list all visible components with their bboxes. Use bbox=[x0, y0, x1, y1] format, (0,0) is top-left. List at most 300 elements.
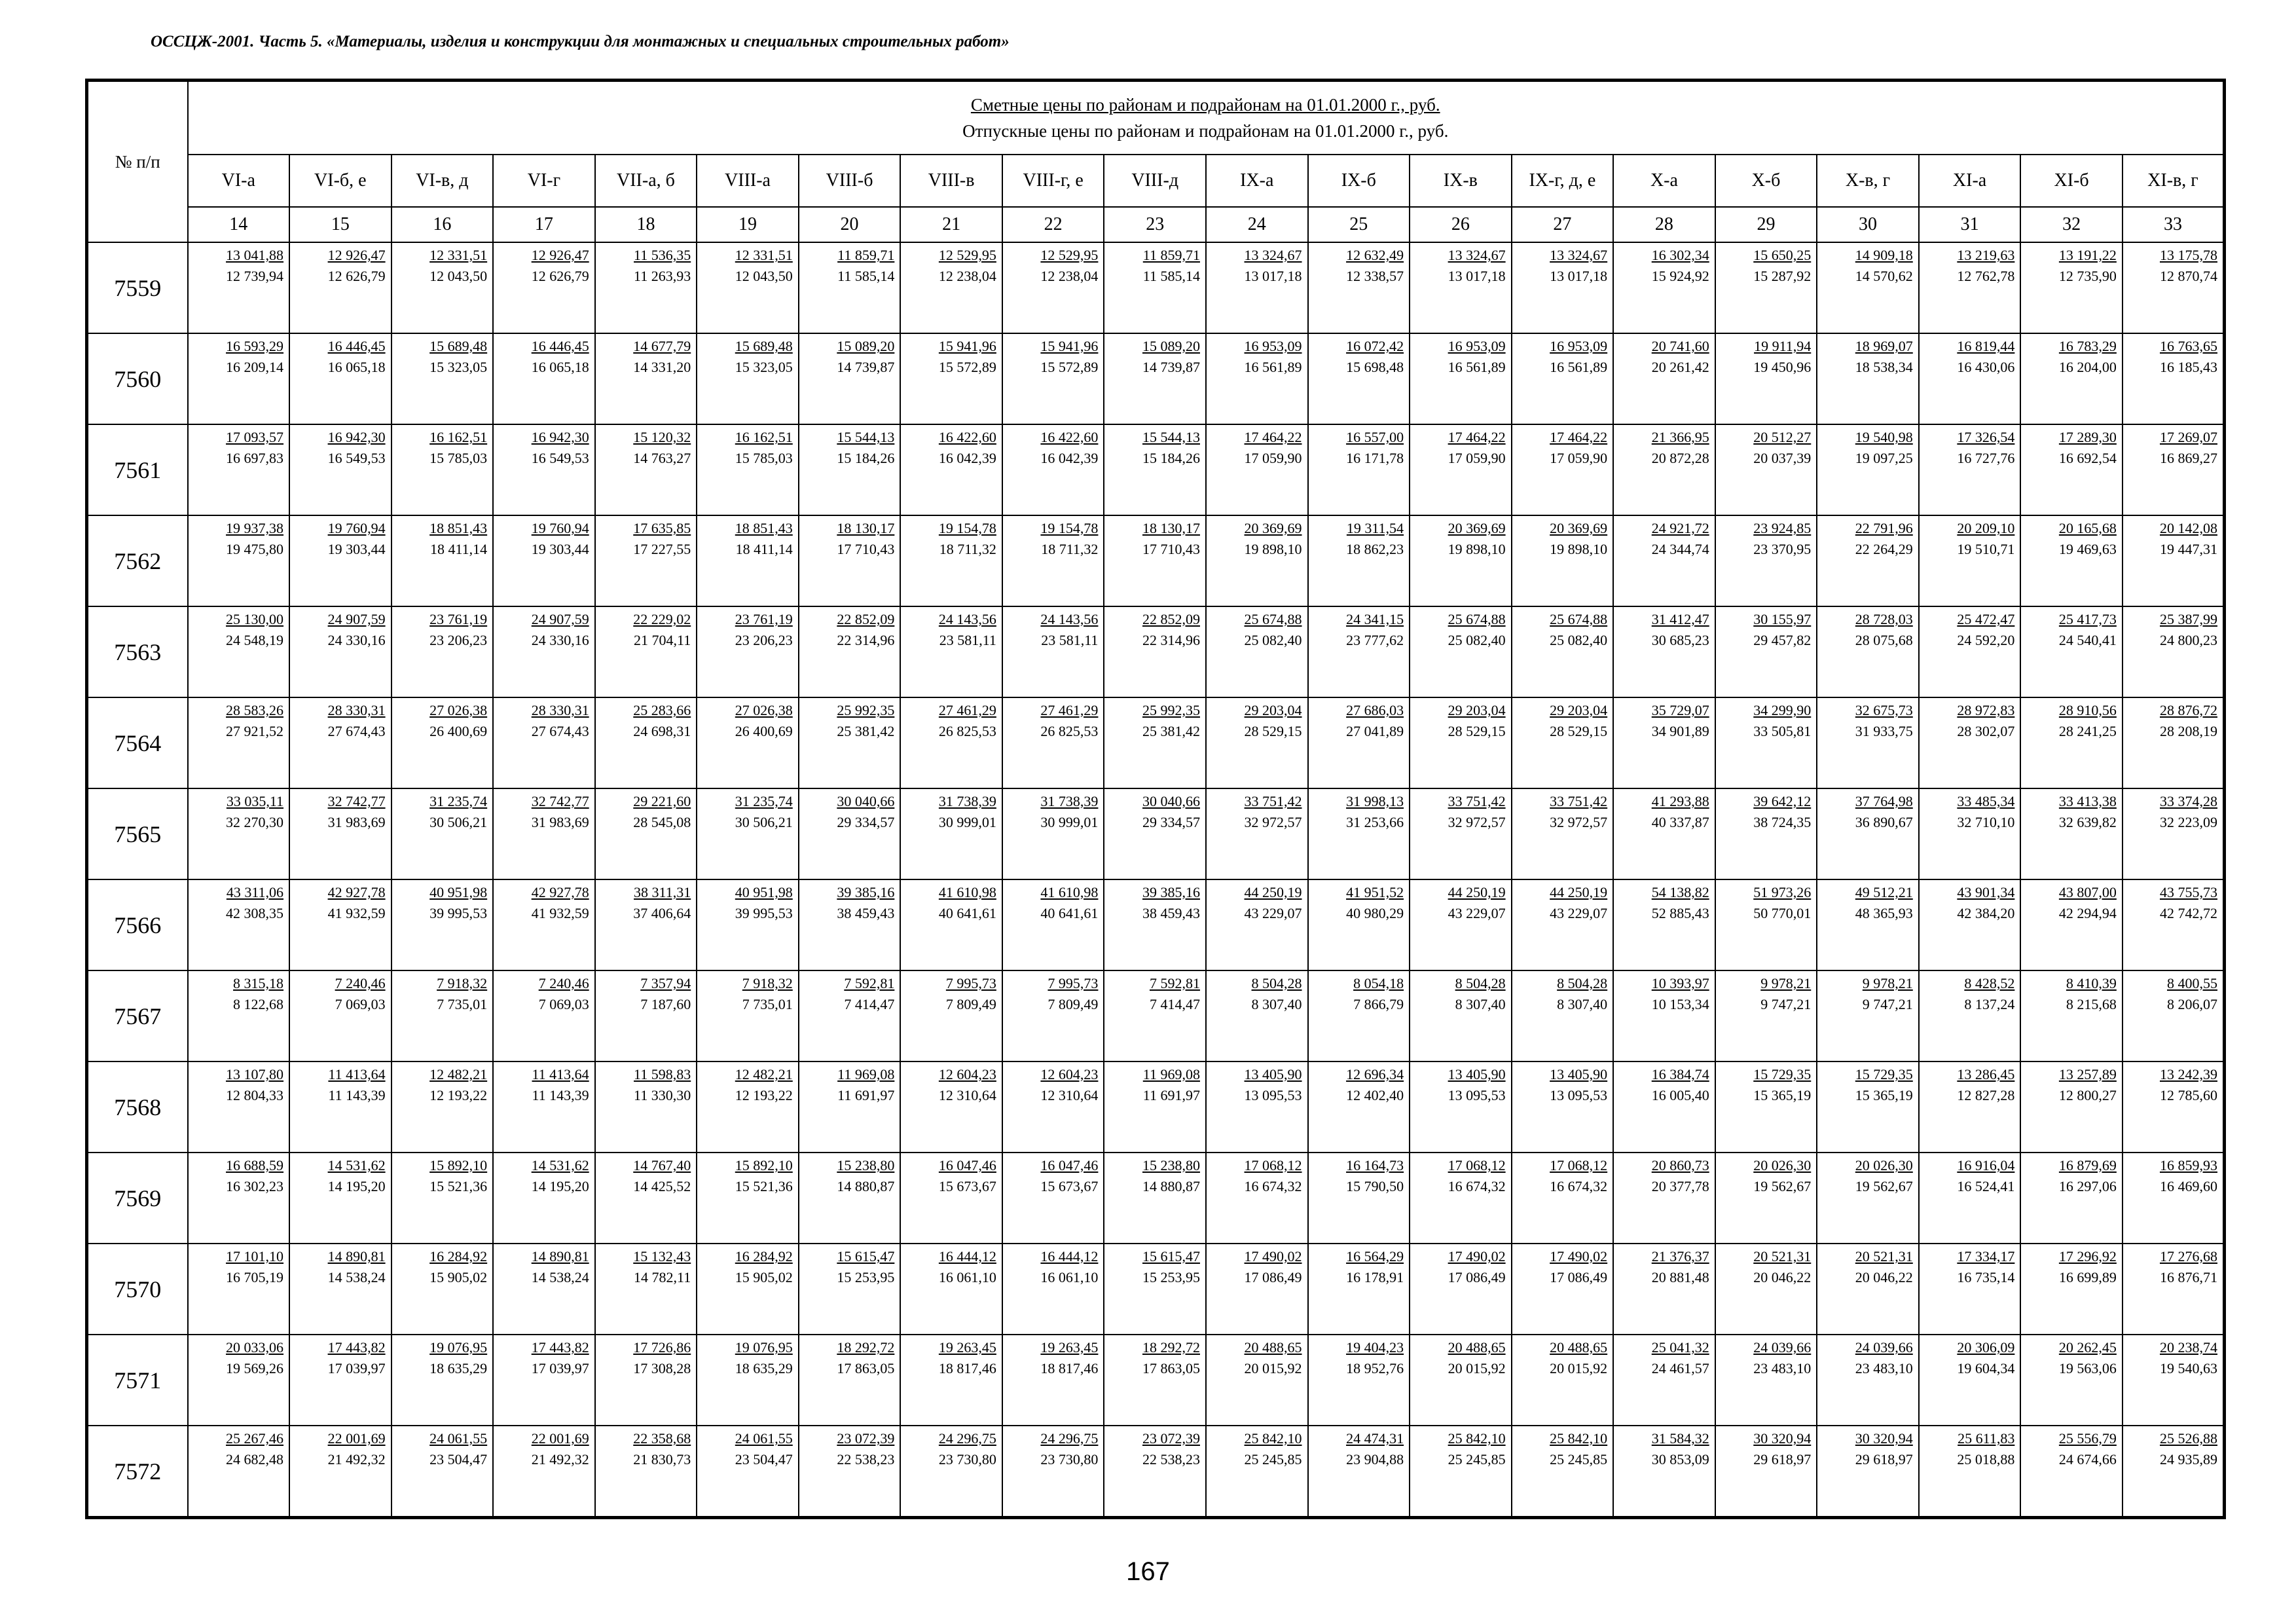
estimate-price: 19 937,38 bbox=[226, 520, 284, 536]
release-price: 14 195,20 bbox=[531, 1178, 589, 1194]
release-price: 32 270,30 bbox=[226, 814, 284, 830]
estimate-price: 20 026,30 bbox=[1753, 1157, 1812, 1173]
release-price: 19 562,67 bbox=[1753, 1178, 1812, 1194]
release-price: 32 972,57 bbox=[1448, 814, 1506, 830]
estimate-price: 30 155,97 bbox=[1753, 611, 1812, 627]
release-price: 20 046,22 bbox=[1753, 1269, 1812, 1285]
release-price: 22 314,96 bbox=[1142, 632, 1200, 648]
price-cell bbox=[1206, 515, 1308, 606]
estimate-price: 13 324,67 bbox=[1448, 247, 1506, 263]
release-price: 16 727,76 bbox=[1957, 450, 2015, 466]
estimate-price: 12 529,95 bbox=[938, 247, 996, 263]
price-cell bbox=[1206, 242, 1308, 333]
estimate-price: 15 238,80 bbox=[1142, 1157, 1200, 1173]
price-cell bbox=[2123, 697, 2225, 788]
release-price: 27 674,43 bbox=[531, 723, 589, 739]
price-cell bbox=[1613, 333, 1715, 424]
release-price: 15 287,92 bbox=[1753, 268, 1812, 284]
column-number: 15 bbox=[289, 207, 392, 242]
release-price: 14 739,87 bbox=[837, 359, 895, 375]
price-cell bbox=[1512, 1061, 1614, 1153]
price-cell bbox=[1410, 697, 1512, 788]
price-cell bbox=[900, 333, 1002, 424]
estimate-price: 18 851,43 bbox=[429, 520, 488, 536]
estimate-price: 44 250,19 bbox=[1550, 884, 1608, 900]
release-price: 28 529,15 bbox=[1550, 723, 1608, 739]
price-cell bbox=[1613, 788, 1715, 879]
release-price: 13 017,18 bbox=[1244, 268, 1302, 284]
price-cell bbox=[392, 606, 494, 697]
estimate-price: 19 404,23 bbox=[1346, 1339, 1404, 1356]
price-cell bbox=[1308, 697, 1410, 788]
estimate-price: 40 951,98 bbox=[429, 884, 488, 900]
price-cell bbox=[493, 515, 595, 606]
estimate-price: 8 504,28 bbox=[1557, 975, 1608, 991]
estimate-price: 16 557,00 bbox=[1346, 429, 1404, 445]
release-price: 7 414,47 bbox=[844, 996, 895, 1012]
price-cell bbox=[2020, 1244, 2123, 1335]
estimate-price: 54 138,82 bbox=[1651, 884, 1709, 900]
release-price: 15 785,03 bbox=[735, 450, 793, 466]
price-cell bbox=[289, 1061, 392, 1153]
estimate-price: 31 738,39 bbox=[938, 793, 996, 809]
release-price: 25 082,40 bbox=[1448, 632, 1506, 648]
price-cell bbox=[1002, 1244, 1104, 1335]
region-header: VIII-г, е bbox=[1002, 155, 1104, 207]
estimate-price: 14 909,18 bbox=[1855, 247, 1913, 263]
price-cell bbox=[697, 1335, 799, 1426]
release-price: 19 898,10 bbox=[1550, 541, 1608, 557]
price-cell bbox=[1410, 970, 1512, 1061]
estimate-price: 12 331,51 bbox=[429, 247, 488, 263]
release-price: 42 384,20 bbox=[1957, 905, 2015, 921]
estimate-price: 9 978,21 bbox=[1760, 975, 1812, 991]
price-cell bbox=[900, 1335, 1002, 1426]
price-cell bbox=[697, 1153, 799, 1244]
region-header: XI-б bbox=[2020, 155, 2123, 207]
price-cell bbox=[1715, 788, 1817, 879]
release-price: 7 809,49 bbox=[945, 996, 996, 1012]
price-cell bbox=[188, 242, 290, 333]
price-cell bbox=[289, 1153, 392, 1244]
estimate-price: 17 101,10 bbox=[226, 1248, 284, 1264]
estimate-price: 41 293,88 bbox=[1651, 793, 1709, 809]
table-row bbox=[87, 1244, 2225, 1335]
row-number: 7571 bbox=[87, 1335, 188, 1426]
estimate-price: 17 296,92 bbox=[2058, 1248, 2117, 1264]
price-cell bbox=[1410, 1426, 1512, 1518]
price-cell bbox=[2020, 1061, 2123, 1153]
release-price: 31 983,69 bbox=[531, 814, 589, 830]
release-price: 31 983,69 bbox=[327, 814, 386, 830]
price-cell bbox=[188, 1061, 290, 1153]
release-price: 16 561,89 bbox=[1244, 359, 1302, 375]
release-price: 17 710,43 bbox=[837, 541, 895, 557]
release-price: 13 095,53 bbox=[1244, 1087, 1302, 1103]
price-cell bbox=[1613, 1335, 1715, 1426]
release-price: 31 933,75 bbox=[1855, 723, 1913, 739]
release-price: 12 739,94 bbox=[226, 268, 284, 284]
column-number: 29 bbox=[1715, 207, 1817, 242]
estimate-price: 16 446,45 bbox=[531, 338, 589, 354]
price-cell bbox=[2123, 515, 2225, 606]
estimate-price: 16 942,30 bbox=[531, 429, 589, 445]
price-cell bbox=[1104, 242, 1206, 333]
estimate-price: 17 334,17 bbox=[1957, 1248, 2015, 1264]
release-price: 30 999,01 bbox=[938, 814, 996, 830]
price-cell bbox=[1410, 242, 1512, 333]
estimate-price: 16 859,93 bbox=[2160, 1157, 2217, 1173]
estimate-price: 51 973,26 bbox=[1753, 884, 1812, 900]
price-cell bbox=[595, 1335, 697, 1426]
release-price: 16 469,60 bbox=[2160, 1178, 2217, 1194]
region-header: VIII-в bbox=[900, 155, 1002, 207]
price-cell bbox=[1817, 1426, 1919, 1518]
estimate-price: 10 393,97 bbox=[1651, 975, 1709, 991]
price-cell bbox=[1613, 1244, 1715, 1335]
price-cell bbox=[2020, 697, 2123, 788]
estimate-price: 15 544,13 bbox=[1142, 429, 1200, 445]
price-cell bbox=[900, 879, 1002, 970]
release-price: 23 483,10 bbox=[1753, 1360, 1812, 1376]
release-price: 18 635,29 bbox=[429, 1360, 488, 1376]
release-price: 21 704,11 bbox=[634, 632, 691, 648]
estimate-price: 7 240,46 bbox=[538, 975, 589, 991]
price-cell bbox=[1613, 242, 1715, 333]
estimate-price: 20 262,45 bbox=[2058, 1339, 2117, 1356]
estimate-price: 17 068,12 bbox=[1448, 1157, 1506, 1173]
estimate-price: 25 041,32 bbox=[1651, 1339, 1709, 1356]
estimate-price: 16 953,09 bbox=[1448, 338, 1506, 354]
estimate-price: 15 689,48 bbox=[735, 338, 793, 354]
table-row bbox=[87, 242, 2225, 333]
price-cell bbox=[1002, 606, 1104, 697]
release-price: 17 059,90 bbox=[1244, 450, 1302, 466]
price-cell bbox=[1410, 606, 1512, 697]
estimate-price: 7 592,81 bbox=[1149, 975, 1200, 991]
row-number: 7572 bbox=[87, 1426, 188, 1518]
estimate-price: 18 130,17 bbox=[837, 520, 895, 536]
release-price: 23 904,88 bbox=[1346, 1451, 1404, 1467]
estimate-price: 25 472,47 bbox=[1957, 611, 2015, 627]
estimate-price: 43 901,34 bbox=[1957, 884, 2015, 900]
price-cell bbox=[1512, 242, 1614, 333]
price-cell bbox=[799, 697, 901, 788]
price-cell bbox=[1002, 1426, 1104, 1518]
estimate-price: 14 890,81 bbox=[531, 1248, 589, 1264]
price-cell bbox=[188, 1244, 290, 1335]
release-price: 17 059,90 bbox=[1550, 450, 1608, 466]
release-price: 21 830,73 bbox=[633, 1451, 691, 1467]
estimate-price: 7 995,73 bbox=[945, 975, 996, 991]
estimate-price: 19 263,45 bbox=[938, 1339, 996, 1356]
estimate-price: 16 047,46 bbox=[938, 1157, 996, 1173]
estimate-price: 16 284,92 bbox=[429, 1248, 488, 1264]
estimate-price: 20 488,65 bbox=[1448, 1339, 1506, 1356]
estimate-price: 18 969,07 bbox=[1855, 338, 1913, 354]
price-cell bbox=[1919, 788, 2021, 879]
estimate-price: 25 417,73 bbox=[2058, 611, 2117, 627]
price-cell bbox=[900, 1426, 1002, 1518]
release-price: 19 562,67 bbox=[1855, 1178, 1913, 1194]
price-cell bbox=[1512, 424, 1614, 515]
estimate-price: 13 191,22 bbox=[2058, 247, 2117, 263]
estimate-price: 13 286,45 bbox=[1957, 1066, 2015, 1082]
estimate-price: 12 926,47 bbox=[327, 247, 386, 263]
price-cell bbox=[1002, 697, 1104, 788]
price-cell bbox=[1104, 1244, 1206, 1335]
estimate-price: 24 039,66 bbox=[1855, 1339, 1913, 1356]
estimate-price: 17 276,68 bbox=[2160, 1248, 2217, 1264]
estimate-price: 12 604,23 bbox=[938, 1066, 996, 1082]
release-price: 30 853,09 bbox=[1651, 1451, 1709, 1467]
estimate-price: 16 916,04 bbox=[1957, 1157, 2015, 1173]
estimate-price: 7 995,73 bbox=[1048, 975, 1099, 991]
price-cell bbox=[1308, 1244, 1410, 1335]
column-number: 31 bbox=[1919, 207, 2021, 242]
price-cell bbox=[2020, 242, 2123, 333]
release-price: 16 561,89 bbox=[1448, 359, 1506, 375]
release-price: 16 699,89 bbox=[2058, 1269, 2117, 1285]
price-cell bbox=[1002, 1153, 1104, 1244]
price-cell bbox=[1206, 1244, 1308, 1335]
estimate-price: 22 852,09 bbox=[837, 611, 895, 627]
release-price: 14 425,52 bbox=[633, 1178, 691, 1194]
estimate-price: 15 615,47 bbox=[837, 1248, 895, 1264]
release-price: 32 710,10 bbox=[1957, 814, 2015, 830]
release-price: 24 540,41 bbox=[2058, 632, 2117, 648]
release-price: 16 674,32 bbox=[1244, 1178, 1302, 1194]
price-cell bbox=[1308, 970, 1410, 1061]
release-price: 11 585,14 bbox=[1142, 268, 1200, 284]
release-price: 16 869,27 bbox=[2160, 450, 2217, 466]
region-header: X-в, г bbox=[1817, 155, 1919, 207]
price-cell bbox=[1817, 1244, 1919, 1335]
estimate-price: 19 911,94 bbox=[1754, 338, 1812, 354]
estimate-price: 16 564,29 bbox=[1346, 1248, 1404, 1264]
release-price: 19 475,80 bbox=[226, 541, 284, 557]
estimate-price: 17 068,12 bbox=[1550, 1157, 1608, 1173]
release-price: 29 457,82 bbox=[1753, 632, 1812, 648]
price-cell bbox=[799, 606, 901, 697]
price-cell bbox=[1919, 1426, 2021, 1518]
price-cell bbox=[1308, 879, 1410, 970]
price-cell bbox=[595, 879, 697, 970]
estimate-price: 17 269,07 bbox=[2160, 429, 2217, 445]
table-title bbox=[188, 81, 2225, 155]
price-cell bbox=[1002, 333, 1104, 424]
release-price: 15 521,36 bbox=[735, 1178, 793, 1194]
release-price: 14 739,87 bbox=[1142, 359, 1200, 375]
release-price: 24 461,57 bbox=[1651, 1360, 1709, 1376]
estimate-price: 7 918,32 bbox=[742, 975, 793, 991]
release-price: 42 308,35 bbox=[226, 905, 284, 921]
price-cell bbox=[392, 1153, 494, 1244]
estimate-price: 19 154,78 bbox=[938, 520, 996, 536]
release-price: 24 330,16 bbox=[531, 632, 589, 648]
release-price: 8 307,40 bbox=[1455, 996, 1506, 1012]
region-header: X-а bbox=[1613, 155, 1715, 207]
estimate-price: 34 299,90 bbox=[1753, 702, 1812, 718]
release-price: 16 178,91 bbox=[1346, 1269, 1404, 1285]
estimate-price: 15 892,10 bbox=[735, 1157, 793, 1173]
price-cell bbox=[289, 242, 392, 333]
price-cell bbox=[1613, 1153, 1715, 1244]
price-cell bbox=[1817, 242, 1919, 333]
price-cell bbox=[1308, 333, 1410, 424]
release-price: 14 538,24 bbox=[327, 1269, 386, 1285]
estimate-price: 33 751,42 bbox=[1244, 793, 1302, 809]
estimate-price: 25 992,35 bbox=[837, 702, 895, 718]
estimate-price: 20 142,08 bbox=[2160, 520, 2217, 536]
region-header: VIII-б bbox=[799, 155, 901, 207]
table-row bbox=[87, 1426, 2225, 1518]
release-price: 7 735,01 bbox=[437, 996, 488, 1012]
release-price: 42 742,72 bbox=[2160, 905, 2217, 921]
estimate-price: 12 331,51 bbox=[735, 247, 793, 263]
price-cell bbox=[595, 1426, 697, 1518]
price-cell bbox=[1410, 424, 1512, 515]
release-price: 17 039,97 bbox=[327, 1360, 386, 1376]
estimate-price: 15 544,13 bbox=[837, 429, 895, 445]
estimate-price: 15 729,35 bbox=[1753, 1066, 1812, 1082]
release-price: 16 549,53 bbox=[327, 450, 386, 466]
release-price: 18 862,23 bbox=[1346, 541, 1404, 557]
price-table bbox=[85, 79, 2226, 1519]
table-row bbox=[87, 515, 2225, 606]
estimate-price: 15 089,20 bbox=[1142, 338, 1200, 354]
release-price: 11 330,30 bbox=[634, 1087, 691, 1103]
estimate-price: 16 072,42 bbox=[1346, 338, 1404, 354]
price-cell bbox=[493, 424, 595, 515]
estimate-price: 22 358,68 bbox=[633, 1430, 691, 1447]
release-price: 23 483,10 bbox=[1855, 1360, 1913, 1376]
release-price: 17 863,05 bbox=[837, 1360, 895, 1376]
price-cell bbox=[900, 788, 1002, 879]
release-price: 14 763,27 bbox=[633, 450, 691, 466]
column-numbers-row bbox=[87, 207, 2225, 242]
estimate-price: 37 764,98 bbox=[1855, 793, 1913, 809]
estimate-price: 18 130,17 bbox=[1142, 520, 1200, 536]
estimate-price: 17 464,22 bbox=[1448, 429, 1506, 445]
release-price: 16 705,19 bbox=[226, 1269, 284, 1285]
table-row bbox=[87, 970, 2225, 1061]
release-price: 20 037,39 bbox=[1753, 450, 1812, 466]
release-price: 16 430,06 bbox=[1957, 359, 2015, 375]
release-price: 15 253,95 bbox=[837, 1269, 895, 1285]
release-price: 16 692,54 bbox=[2058, 450, 2117, 466]
estimate-price: 27 686,03 bbox=[1346, 702, 1404, 718]
release-price: 43 229,07 bbox=[1448, 905, 1506, 921]
release-price: 48 365,93 bbox=[1855, 905, 1913, 921]
release-price: 38 724,35 bbox=[1753, 814, 1812, 830]
estimate-price: 16 422,60 bbox=[938, 429, 996, 445]
estimate-price: 20 026,30 bbox=[1855, 1157, 1913, 1173]
price-cell bbox=[2020, 1335, 2123, 1426]
estimate-price: 16 384,74 bbox=[1651, 1066, 1709, 1082]
release-price: 15 323,05 bbox=[429, 359, 488, 375]
release-price: 19 469,63 bbox=[2058, 541, 2117, 557]
price-cell bbox=[392, 879, 494, 970]
estimate-price: 32 675,73 bbox=[1855, 702, 1913, 718]
release-price: 38 459,43 bbox=[837, 905, 895, 921]
price-cell bbox=[2020, 424, 2123, 515]
release-price: 13 095,53 bbox=[1550, 1087, 1608, 1103]
release-price: 15 924,92 bbox=[1651, 268, 1709, 284]
release-price: 15 905,02 bbox=[735, 1269, 793, 1285]
price-cell bbox=[289, 970, 392, 1061]
release-price: 15 790,50 bbox=[1346, 1178, 1404, 1194]
estimate-price: 17 289,30 bbox=[2058, 429, 2117, 445]
estimate-price: 13 175,78 bbox=[2160, 247, 2217, 263]
price-cell bbox=[2123, 1061, 2225, 1153]
price-cell bbox=[289, 333, 392, 424]
column-number: 23 bbox=[1104, 207, 1206, 242]
release-price: 19 898,10 bbox=[1448, 541, 1506, 557]
table-row bbox=[87, 697, 2225, 788]
estimate-price: 43 311,06 bbox=[226, 884, 284, 900]
release-price: 16 549,53 bbox=[531, 450, 589, 466]
estimate-price: 16 953,09 bbox=[1244, 338, 1302, 354]
estimate-price: 33 751,42 bbox=[1550, 793, 1608, 809]
price-cell bbox=[1104, 1426, 1206, 1518]
estimate-price: 17 464,22 bbox=[1244, 429, 1302, 445]
estimate-price: 20 521,31 bbox=[1753, 1248, 1812, 1264]
estimate-price: 8 410,39 bbox=[2066, 975, 2117, 991]
estimate-price: 43 755,73 bbox=[2160, 884, 2217, 900]
price-cell bbox=[697, 424, 799, 515]
release-price: 28 545,08 bbox=[633, 814, 691, 830]
price-cell bbox=[1104, 515, 1206, 606]
estimate-price: 19 076,95 bbox=[429, 1339, 488, 1356]
estimate-price: 20 238,74 bbox=[2160, 1339, 2217, 1356]
estimate-price: 41 610,98 bbox=[938, 884, 996, 900]
estimate-price: 29 203,04 bbox=[1448, 702, 1506, 718]
release-price: 25 018,88 bbox=[1957, 1451, 2015, 1467]
estimate-price: 19 311,54 bbox=[1346, 520, 1404, 536]
estimate-price: 25 526,88 bbox=[2160, 1430, 2217, 1447]
release-price: 16 674,32 bbox=[1550, 1178, 1608, 1194]
release-price: 24 935,89 bbox=[2160, 1451, 2217, 1467]
release-price: 16 302,23 bbox=[226, 1178, 284, 1194]
estimate-price: 25 674,88 bbox=[1448, 611, 1506, 627]
estimate-price: 25 842,10 bbox=[1448, 1430, 1506, 1447]
price-cell bbox=[493, 970, 595, 1061]
release-price: 28 302,07 bbox=[1957, 723, 2015, 739]
price-cell bbox=[188, 697, 290, 788]
release-price: 18 411,14 bbox=[735, 541, 793, 557]
estimate-price: 22 852,09 bbox=[1142, 611, 1200, 627]
price-cell bbox=[799, 1244, 901, 1335]
price-cell bbox=[1919, 1153, 2021, 1244]
price-cell bbox=[1715, 1426, 1817, 1518]
estimate-price: 31 235,74 bbox=[735, 793, 793, 809]
release-price: 12 338,57 bbox=[1346, 268, 1404, 284]
title-estimate: Сметные цены по районам и подрайонам на 01.01.2000 г., руб. bbox=[970, 95, 1440, 115]
release-price: 24 344,74 bbox=[1651, 541, 1709, 557]
price-cell bbox=[2123, 1426, 2225, 1518]
estimate-price: 24 907,59 bbox=[327, 611, 386, 627]
estimate-price: 35 729,07 bbox=[1651, 702, 1709, 718]
release-price: 23 730,80 bbox=[938, 1451, 996, 1467]
price-cell bbox=[1715, 424, 1817, 515]
price-cell bbox=[392, 970, 494, 1061]
release-price: 20 377,78 bbox=[1651, 1178, 1709, 1194]
price-cell bbox=[1613, 424, 1715, 515]
price-cell bbox=[2020, 1153, 2123, 1244]
row-number: 7568 bbox=[87, 1061, 188, 1153]
estimate-price: 14 890,81 bbox=[327, 1248, 386, 1264]
